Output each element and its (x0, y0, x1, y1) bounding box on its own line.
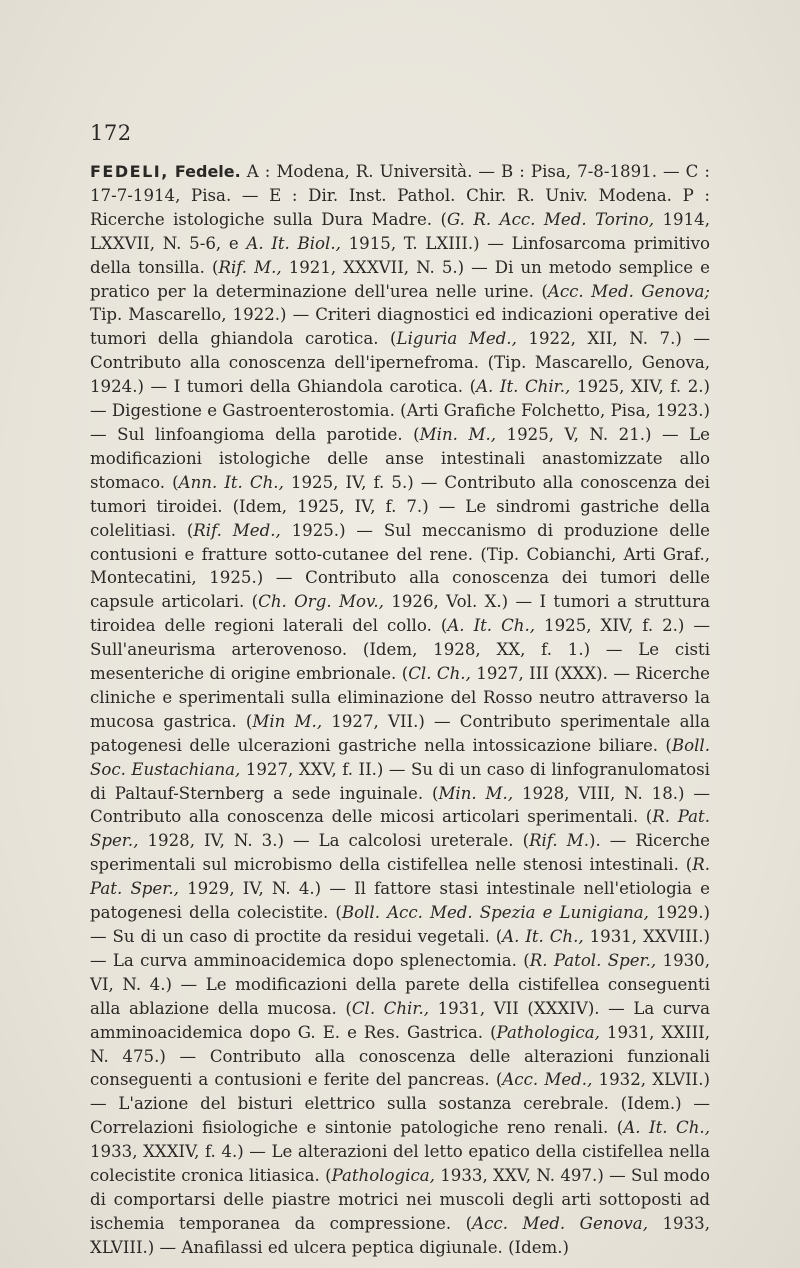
entry-text: 1921, XXXVII, N. 5.) — Di un metodo semplice e pratico per la determinazione dell'urea nelle urine. ( (90, 257, 710, 301)
entry-text: 1931, VII (XXXIV). — La curva amminoacidemica dopo G. E. e Res. Gastrica. ( (90, 998, 711, 1042)
entry-surname: FEDELI, (90, 162, 169, 181)
citation: Liguria Med., (396, 329, 517, 349)
citation: R. Patol. Sper., (529, 950, 657, 970)
entry-text: Tip. Mascarello, 1922.) — Criteri diagnostici ed indicazioni operative dei tumori della ghiandola carotica. ( (90, 305, 710, 349)
citation: Pathologica, (331, 1166, 435, 1186)
entry-text: 1926, Vol. X.) — I tumori a struttura tiroidea delle regioni laterali del collo. ( (90, 592, 711, 636)
citation: Rif. Med., (193, 520, 281, 540)
entry-text: 1925, V, N. 21.) — Le modificazioni istologiche delle anse intestinali anastomizzate allo stomaco. ( (90, 424, 710, 492)
entry-text: 1915, T. LXIII.) — Linfosarcoma primitivo della tonsilla. ( (90, 233, 710, 277)
citation: R. Pat. Sper., (90, 807, 710, 851)
citation: Min M., (252, 711, 323, 731)
entry-text: 1928, IV, N. 3.) — La calcolosi ureterale. ( (138, 831, 530, 851)
citation: Rif. M., (218, 257, 282, 277)
citation: Acc. Med., (502, 1070, 593, 1090)
entry-text: 1914, LXXVII, N. 5-6, e (90, 209, 710, 253)
entry-text: 1927, III (XXX). — Ricerche cliniche e sperimentali sulla eliminazione del Rosso neutro attraverso la mucosa gastrica. ( (90, 664, 710, 731)
entry-text: 1932, XLVII.) — L'azione del bisturi elettrico sulla sostanza cerebrale. (Idem.) — Correlazioni fisiologiche e sintonie patologiche reno renali. ( (90, 1070, 710, 1138)
citation: A. It. Biol., (246, 233, 341, 253)
entry-paragraph (90, 160, 710, 1260)
entry-text: 1933, XXV, N. 497.) — Sul modo di comportarsi delle piastre motrici nei muscoli degli arti sottoposti ad ischemia temporanea da compressione. ( (90, 1166, 711, 1233)
page-number: 172 (90, 121, 132, 145)
entry-text: 1933, XLVIII.) — Anafilassi ed ulcera peptica digiunale. (Idem.) (90, 1213, 710, 1257)
citation: Pathologica, (496, 1022, 600, 1042)
citation: Acc. Med. Genova, (472, 1213, 648, 1233)
entry-text: 1922, XII, N. 7.) — Contributo alla conoscenza dell'ipernefroma. (Tip. Mascarello, Genova, 1924.) — I tumori della Ghiandola carotica. ( (90, 329, 710, 397)
citation: Ch. Org. Mov., (258, 592, 384, 612)
citation: Min. M., (438, 783, 514, 803)
entry-text: 1927, XXV, f. II.) — Su di un caso di linfogranulomatosi di Paltauf-Sternberg a sede inguinale. ( (90, 759, 710, 803)
citation: R. Pat. Sper., (90, 855, 710, 899)
citation: Acc. Med. Genova; (547, 281, 710, 301)
entry-text: 1933, XXXIV, f. 4.) — Le alterazioni del letto epatico della cistifellea nella colecistite cronica litiasica. ( (90, 1142, 710, 1186)
entry-text: ). — Ricerche sperimentali sul microbismo della cistifellea nelle stenosi intestinali. ( (90, 831, 710, 875)
entry-text: A : Modena, R. Università. — B : Pisa, 7-8-1891. — C : 17-7-1914, Pisa. — E : Dir. Inst. Pathol. Chir. R. Univ. Modena. P : Ricerche istologiche sulla Dura Madre. ( (90, 162, 710, 229)
entry-text: 1931, XXIII, N. 475.) — Contributo alla conoscenza delle alterazioni funzionali conseguenti a contusioni e ferite del pancreas. ( (90, 1022, 710, 1090)
entry-text: 1925.) — Sul meccanismo di produzione delle contusioni e fratture sotto-cutanee del rene. (Tip. Cobianchi, Arti Graf., Montecatini, 1925.) — Contributo alla conoscenza dei tumori delle capsule articolari. ( (90, 520, 710, 612)
entry-text: 1927, VII.) — Contributo sperimentale alla patogenesi delle ulcerazioni gastriche nella intossicazione biliare. ( (90, 711, 710, 755)
citation: A. It. Ch., (447, 616, 536, 636)
citation: A. It. Ch., (623, 1118, 710, 1138)
entry-text: 1931, XXVIII.) — La curva amminoacidemica dopo splenectomia. ( (90, 927, 711, 970)
citation: A. It. Chir., (476, 377, 571, 397)
entry-text: 1925, XIV, f. 2.) — Digestione e Gastroenterostomia. (Arti Grafiche Folchetto, Pisa, 1923.) — Sul linfoangioma della parotide. ( (90, 377, 710, 444)
entry-text: 1925, IV, f. 5.) — Contributo alla conoscenza dei tumori tiroidei. (Idem, 1925, IV, f. 7.) — Le sindromi gastriche della colelitiasi. ( (90, 472, 710, 540)
entry-given-name: Fedele. (174, 162, 241, 181)
citation: Cl. Chir., (351, 998, 430, 1018)
citation: Ann. It. Ch., (178, 472, 284, 492)
citation: G. R. Acc. Med. Torino, (446, 209, 655, 229)
citation: A. It. Ch., (502, 927, 584, 946)
citation: Cl. Ch., (408, 664, 471, 684)
entry-text: 1925, XIV, f. 2.) — Sull'aneurisma arterovenoso. (Idem, 1928, XX, f. 1.) — Le cisti mesenteriche di origine embrionale. ( (90, 616, 710, 684)
citation: Boll. Acc. Med. Spezia e Lunigiana, (341, 903, 649, 923)
entry-text: 1929.) — Su di un caso di proctite da residui vegetali. ( (90, 903, 710, 946)
entry-text: 1928, VIII, N. 18.) — Contributo alla conoscenza delle micosi articolari sperimentali. ( (90, 783, 710, 827)
entry-text: 1930, VI, N. 4.) — Le modificazioni della parete della cistifellea conseguenti alla ablazione della mucosa. ( (90, 950, 711, 1018)
biographical-entry (90, 160, 710, 1260)
citation: Boll. Soc. Eustachiana, (90, 735, 710, 779)
citation: Rif. M. (529, 831, 589, 851)
entry-text: 1929, IV, N. 4.) — Il fattore stasi intestinale nell'etiologia e patogenesi della colecistite. ( (90, 879, 710, 923)
citation: Min. M., (419, 424, 496, 444)
